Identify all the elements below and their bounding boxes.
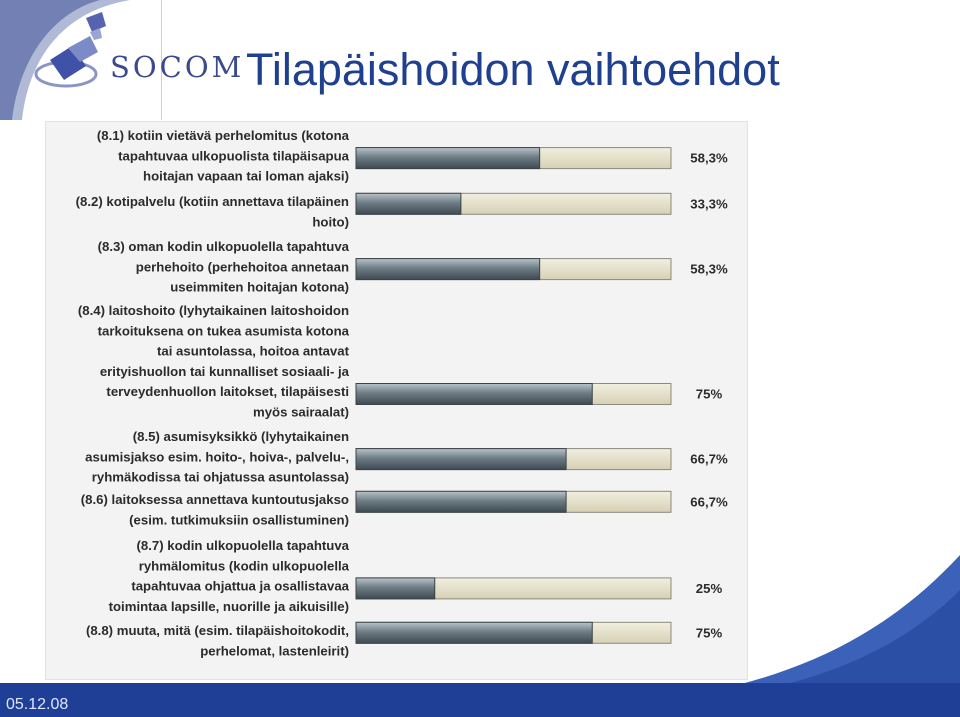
value-label: 58,3% [690, 261, 728, 277]
value-label: 75% [695, 386, 723, 402]
category-label: (8.3) oman kodin ulkopuolella tapahtuva perhehoito (perhehoitoa annetaan useimmiten hoitajan kotona) [97, 239, 349, 295]
category-label: (8.7) kodin ulkopuolella tapahtuva ryhmälomitus (kodin ulkopuolella tapahtuvaa ohjattua ja osallistavaa toimintaa lapsille, nuorille ja aikuisille) [108, 538, 349, 614]
socom-logo-mark-icon [28, 8, 118, 98]
value-label: 33,3% [690, 196, 728, 212]
socom-logo [28, 8, 245, 104]
footer-wave-decoration [0, 540, 960, 690]
page-title: Tilapäishoidon vaihtoehdot [246, 44, 780, 95]
bar [356, 491, 566, 512]
slide-date: 05.12.08 [6, 696, 69, 713]
bar [356, 193, 461, 214]
value-label: 25% [695, 580, 723, 596]
value-label: 75% [695, 625, 723, 641]
bar [356, 384, 592, 405]
bar [356, 259, 540, 280]
value-label: 66,7% [690, 494, 728, 510]
category-label: (8.6) laitoksessa annettava kuntoutusjakso (esim. tutkimuksiin osallistuminen) [80, 492, 349, 528]
footer-band [0, 683, 960, 717]
category-label: (8.4) laitoshoito (lyhytaikainen laitoshoidon tarkoituksena on tukea asumista kotona tai asuntolassa, hoitoa antavat erityishuollon tai kunnalliset sosiaali- ja terveydenhuollon laitokset, tilapäisesti myös sairaalat) [77, 303, 349, 420]
bar [356, 449, 566, 470]
socom-logo-text: SOCOM [110, 50, 245, 84]
category-label: (8.2) kotipalvelu (kotiin annettava tilapäinen hoito) [75, 194, 349, 230]
category-label: (8.8) muuta, mitä (esim. tilapäishoitokodit, perhelomat, lastenleirit) [85, 623, 349, 659]
category-label: (8.5) asumisyksikkö (lyhytaikainen asumisjakso esim. hoito-, hoiva-, palvelu-, ryhmäkodissa tai ohjatussa asuntolassa) [85, 429, 349, 485]
category-label: (8.1) kotiin vietävä perhelomitus (kotona tapahtuvaa ulkopuolista tilapäisapua hoitajan vapaan tai loman ajaksi) [96, 128, 349, 184]
value-label: 58,3% [690, 150, 728, 166]
value-label: 66,7% [690, 451, 728, 467]
bar [356, 148, 540, 169]
